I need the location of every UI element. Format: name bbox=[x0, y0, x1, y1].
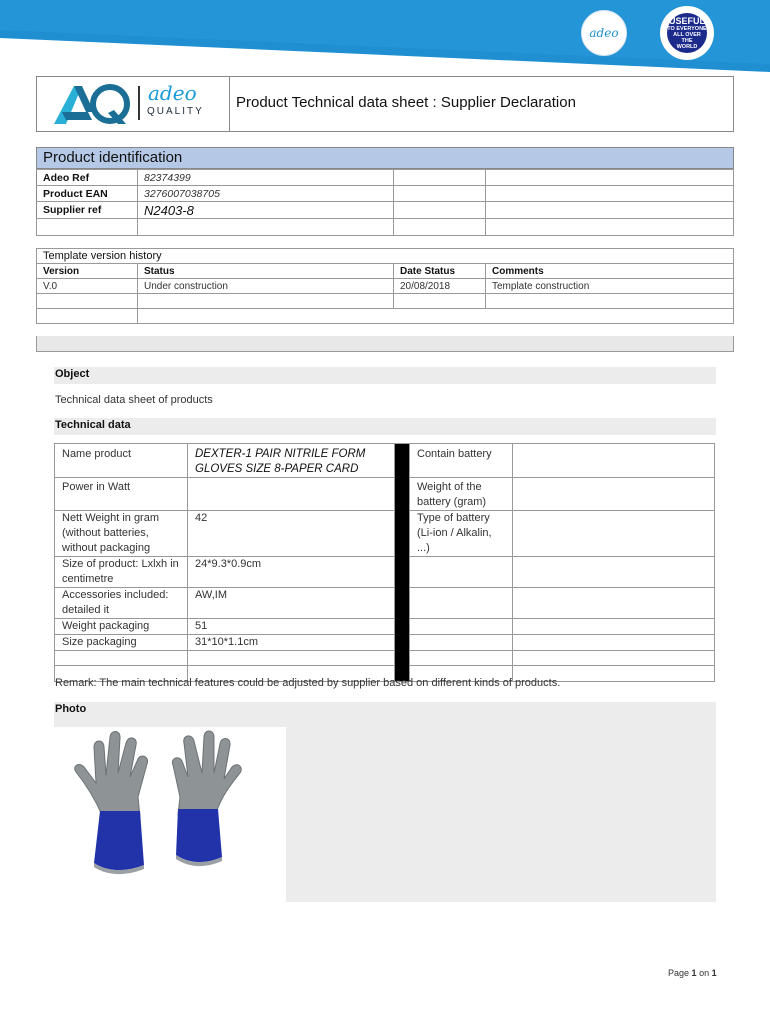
page-number bbox=[668, 968, 717, 978]
aq-logo-icon bbox=[52, 80, 132, 128]
accessories-value: AW,IM bbox=[188, 588, 395, 619]
comments-value: Template construction bbox=[486, 279, 734, 294]
size-product-label: Size of product: Lxlxh in centimetre bbox=[55, 557, 188, 588]
photo-heading: Photo bbox=[55, 703, 87, 715]
battery-weight-value bbox=[513, 478, 715, 511]
page-prefix: Page bbox=[668, 968, 690, 978]
table-row bbox=[37, 186, 734, 202]
table-row bbox=[37, 279, 734, 294]
gloves-illustration bbox=[54, 727, 286, 902]
product-ean-value: 3276007038705 bbox=[138, 186, 394, 202]
col-status: Status bbox=[138, 264, 394, 279]
weight-packaging-label: Weight packaging bbox=[55, 619, 188, 635]
template-version-heading: Template version history bbox=[37, 249, 734, 264]
template-version-table bbox=[36, 248, 734, 324]
product-ean-label: Product EAN bbox=[37, 186, 138, 202]
name-product-label: Name product bbox=[55, 444, 188, 478]
object-section-header bbox=[54, 367, 716, 384]
adeo-badge bbox=[581, 10, 627, 56]
col-date-status: Date Status bbox=[394, 264, 486, 279]
logo-adeo-text: adeo bbox=[148, 81, 197, 105]
top-banner bbox=[0, 0, 770, 80]
table-row bbox=[37, 202, 734, 219]
table-row bbox=[55, 511, 715, 557]
supplier-ref-label: Supplier ref bbox=[37, 202, 138, 219]
supplier-ref-value: N2403-8 bbox=[138, 202, 394, 219]
object-heading: Object bbox=[55, 368, 90, 380]
technical-data-table bbox=[54, 443, 715, 682]
weight-packaging-value: 51 bbox=[188, 619, 395, 635]
product-identification-table bbox=[36, 169, 734, 236]
useful-badge-line-3: ALL OVER THE bbox=[673, 32, 701, 44]
table-row bbox=[55, 651, 715, 666]
size-product-value: 24*9.3*0.9cm bbox=[188, 557, 395, 588]
col-version: Version bbox=[37, 264, 138, 279]
table-row bbox=[55, 635, 715, 651]
table-row bbox=[55, 444, 715, 478]
table-row bbox=[37, 249, 734, 264]
useful-badge-line-1: USEFUL bbox=[669, 16, 705, 26]
status-value: Under construction bbox=[138, 279, 394, 294]
table-row bbox=[55, 619, 715, 635]
table-row bbox=[55, 557, 715, 588]
battery-type-label: Type of battery (Li-ion / Alkalin, ...) bbox=[410, 511, 513, 557]
table-row bbox=[37, 294, 734, 309]
technical-data-heading: Technical data bbox=[55, 419, 131, 431]
name-product-value: DEXTER-1 PAIR NITRILE FORM GLOVES SIZE 8-PAPER CARD bbox=[188, 444, 395, 478]
contain-battery-value bbox=[513, 444, 715, 478]
battery-type-value bbox=[513, 511, 715, 557]
adeo-ref-label: Adeo Ref bbox=[37, 170, 138, 186]
technical-data-section-header bbox=[54, 418, 716, 435]
battery-weight-label: Weight of the battery (gram) bbox=[410, 478, 513, 511]
useful-badge-line-4: WORLD bbox=[676, 44, 698, 50]
date-status-value: 20/08/2018 bbox=[394, 279, 486, 294]
adeo-ref-value: 82374399 bbox=[138, 170, 394, 186]
header-divider bbox=[229, 76, 230, 132]
power-watt-value bbox=[188, 478, 395, 511]
accessories-label: Accessories included: detailed it bbox=[55, 588, 188, 619]
gloves-photo bbox=[54, 727, 286, 902]
contain-battery-label: Contain battery bbox=[410, 444, 513, 478]
page-total: 1 bbox=[711, 968, 717, 978]
left-glove bbox=[75, 731, 148, 874]
remark-text: Remark: The main technical features could be adjusted by supplier based on different kinds of products. bbox=[55, 677, 561, 689]
logo-divider bbox=[138, 86, 140, 120]
right-glove bbox=[172, 731, 241, 866]
useful-badge bbox=[660, 6, 714, 60]
size-packaging-label: Size packaging bbox=[55, 635, 188, 651]
page-sep: on bbox=[699, 968, 710, 978]
table-row bbox=[37, 219, 734, 236]
table-row bbox=[55, 478, 715, 511]
power-watt-label: Power in Watt bbox=[55, 478, 188, 511]
page-current: 1 bbox=[691, 968, 697, 978]
product-identification-heading: Product identification bbox=[43, 149, 183, 166]
logo-quality-text: QUALITY bbox=[147, 106, 204, 117]
table-row bbox=[37, 309, 734, 324]
table-row bbox=[55, 588, 715, 619]
useful-badge-line-2: TO EVERYONE bbox=[667, 26, 707, 32]
nett-weight-label: Nett Weight in gram (without batteries, without packaging bbox=[55, 511, 188, 557]
table-row bbox=[37, 170, 734, 186]
size-packaging-value: 31*10*1.1cm bbox=[188, 635, 395, 651]
col-comments: Comments bbox=[486, 264, 734, 279]
page-title: Product Technical data sheet : Supplier Declaration bbox=[236, 94, 576, 111]
template-version-footer bbox=[36, 336, 734, 352]
object-text: Technical data sheet of products bbox=[55, 394, 213, 406]
table-row bbox=[37, 264, 734, 279]
adeo-badge-text: adeo bbox=[589, 26, 619, 40]
version-value: V.0 bbox=[37, 279, 138, 294]
black-divider bbox=[395, 444, 410, 682]
nett-weight-value: 42 bbox=[188, 511, 395, 557]
